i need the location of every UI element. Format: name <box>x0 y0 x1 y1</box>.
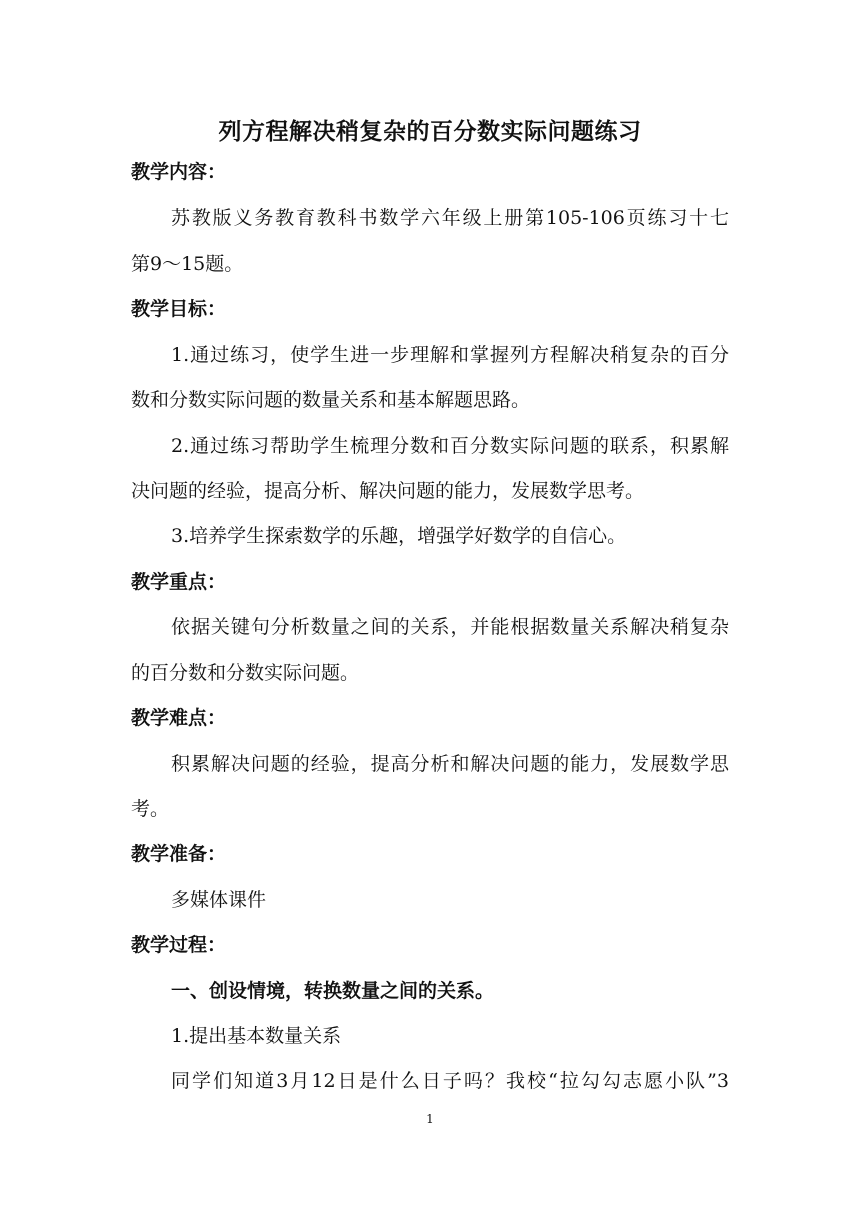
objective-2-line-2: 决问题的经验，提高分析、解决问题的能力，发展数学思考。 <box>131 480 645 502</box>
objectives-heading: 教学目标： <box>131 298 227 320</box>
content-line-1: 苏教版义务教育教科书数学六年级上册第105-106页练习十七 <box>171 207 729 229</box>
content-line-2: 第9～15题。 <box>131 253 244 275</box>
difficulty-line-2: 考。 <box>131 798 170 820</box>
step-1-title: 1.提出基本数量关系 <box>171 1025 342 1047</box>
content-heading: 教学内容： <box>131 161 227 183</box>
objective-3: 3.培养学生探索数学的乐趣，增强学好数学的自信心。 <box>171 525 627 547</box>
section-1-title: 一、创设情境，转换数量之间的关系。 <box>171 980 495 1002</box>
objective-1-line-1: 1.通过练习，使学生进一步理解和掌握列方程解决稍复杂的百分 <box>171 344 729 366</box>
difficulty-heading: 教学难点： <box>131 707 227 729</box>
page-number: 1 <box>426 1112 434 1126</box>
process-heading: 教学过程： <box>131 934 227 956</box>
document-title: 列方程解决稍复杂的百分数实际问题练习 <box>218 119 642 145</box>
key-points-line-2: 的百分数和分数实际问题。 <box>131 662 360 684</box>
step-1-text: 同学们知道3月12日是什么日子吗？我校“拉勾勾志愿小队”3 <box>171 1070 729 1092</box>
objective-1-line-2: 数和分数实际问题的数量关系和基本解题思路。 <box>131 389 531 411</box>
preparation-text: 多媒体课件 <box>171 889 267 911</box>
difficulty-line-1: 积累解决问题的经验，提高分析和解决问题的能力，发展数学思 <box>171 753 729 775</box>
key-points-line-1: 依据关键句分析数量之间的关系，并能根据数量关系解决稍复杂 <box>171 616 729 638</box>
preparation-heading: 教学准备： <box>131 843 227 865</box>
key-points-heading: 教学重点： <box>131 571 227 593</box>
objective-2-line-1: 2.通过练习帮助学生梳理分数和百分数实际问题的联系，积累解 <box>171 435 729 457</box>
